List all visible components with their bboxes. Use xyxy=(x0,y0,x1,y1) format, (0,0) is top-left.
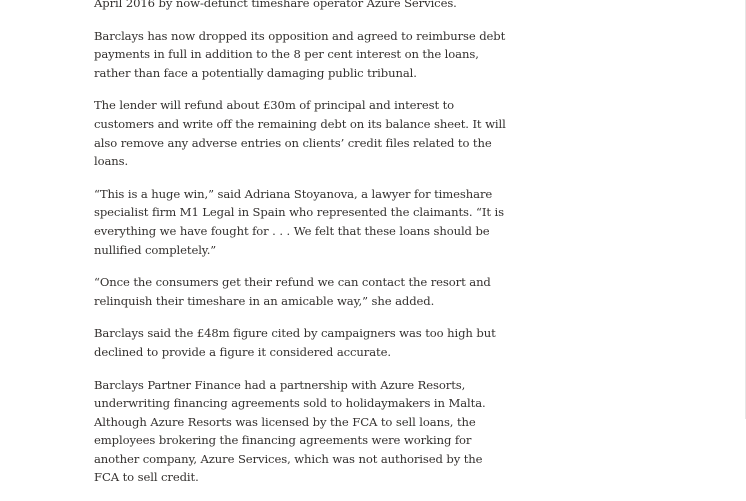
article-paragraph-3: The lender will refund about £30m of principal and interest to customers and write off the remaining debt on its balance sheet. It will also remove any adverse entries on clients’ credit files related to the loans. xyxy=(94,98,506,169)
article-paragraph-2: Barclays has now dropped its opposition and agreed to reimburse debt payments in full in addition to the 8 per cent interest on the loans, rather than face a potentially damaging public tribunal. xyxy=(94,28,506,80)
article-paragraph-5: “Once the consumers get their refund we can contact the resort and relinquish their timeshare in an amicable way,” she added. xyxy=(94,275,491,308)
article-paragraph-4: “This is a huge win,” said Adriana Stoyanova, a lawyer for timeshare specialist firm M1 Legal in Spain who represented the claimants. “It is everything we have fought for . . . We felt that these loans should be nullified completely.” xyxy=(94,186,504,257)
article-body xyxy=(94,0,506,501)
article-paragraph-6: Barclays said the £48m figure cited by campaigners was too high but declined to provide a figure it considered accurate. xyxy=(94,326,496,359)
article-paragraph-1: April 2016 by now-defunct timeshare operator Azure Services. xyxy=(94,0,457,10)
article-paragraph-7: Barclays Partner Finance had a partnership with Azure Resorts, underwriting financing agreements sold to holidaymakers in Malta. Although Azure Resorts was licensed by the FCA to sell loans, the employees brokering the financing agreements were working for another company, Azure Services, which was not authorised by the FCA to sell credit. xyxy=(94,377,486,485)
